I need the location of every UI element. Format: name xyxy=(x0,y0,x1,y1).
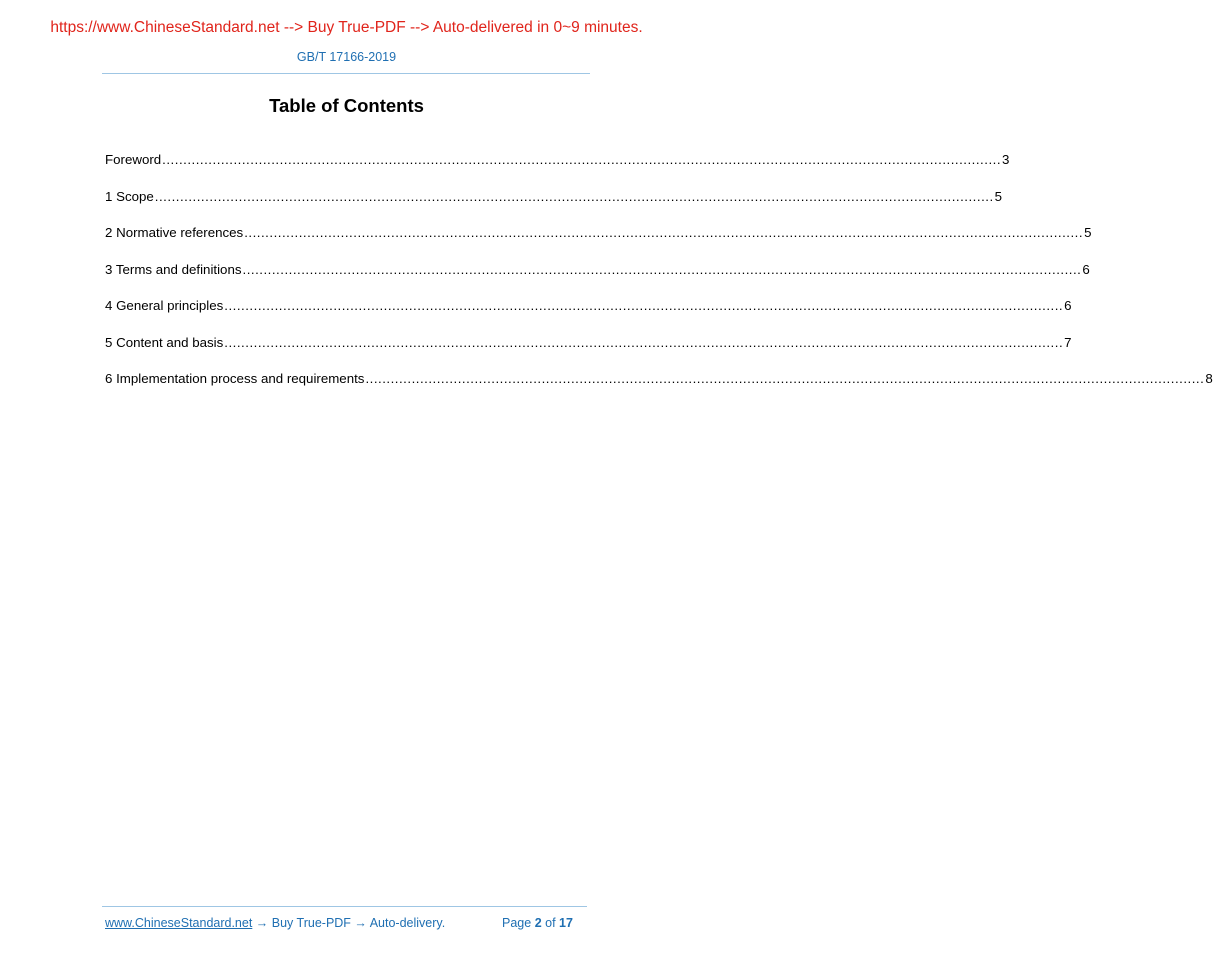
toc-entry-label: 6 Implementation process and requirements xyxy=(105,371,365,386)
page-indicator xyxy=(502,916,573,930)
toc-entry-page: 7 xyxy=(1064,334,1072,350)
toc-entry-page: 5 xyxy=(994,188,1003,204)
current-page-number: 2 xyxy=(534,916,542,930)
toc-dot-leader: ........................................................................................................................................................................................................ xyxy=(224,334,1064,350)
page-word: Page xyxy=(502,916,532,930)
of-word: of xyxy=(545,916,556,930)
toc-dot-leader: ........................................................................................................................................................................................................ xyxy=(365,371,1205,386)
toc-dot-leader: ........................................................................................................................................................................................................ xyxy=(154,188,994,204)
toc-dot-leader: ........................................................................................................................................................................................................ xyxy=(242,261,1082,277)
toc-dot-leader: ........................................................................................................................................................................................................ xyxy=(224,298,1064,313)
toc-dot-leader: ........................................................................................................................................................................................................ xyxy=(244,225,1084,240)
toc-entry-page: 6 xyxy=(1064,298,1072,313)
footer-delivery-text: → Auto-delivery. xyxy=(354,916,446,930)
total-pages-number: 17 xyxy=(559,916,573,930)
toc-entry-label: 4 General principles xyxy=(105,298,224,313)
toc-dot-leader: ........................................................................................................................................................................................................ xyxy=(162,152,1002,167)
toc-entry-scope[interactable] xyxy=(105,188,1003,225)
footer-promo xyxy=(105,916,445,930)
toc-entry-page: 5 xyxy=(1084,225,1092,240)
toc-entry-normative-references[interactable] xyxy=(105,224,1092,261)
header-standard-number: GB/T 17166-2019 xyxy=(296,50,397,64)
toc-entry-terms-and-definitions[interactable] xyxy=(105,261,1090,298)
toc-entry-page: 6 xyxy=(1082,261,1090,277)
toc-title: Table of Contents xyxy=(269,95,424,116)
toc-list xyxy=(105,151,1213,407)
header-divider xyxy=(102,73,590,74)
top-banner[interactable]: https://www.ChineseStandard.net --> Buy True-PDF --> Auto-delivered in 0~9 minutes. xyxy=(50,19,643,36)
toc-entry-label: 5 Content and basis xyxy=(105,334,224,350)
toc-entry-label: Foreword xyxy=(105,152,162,167)
footer-buy-text: → Buy True-PDF xyxy=(252,916,355,930)
toc-entry-label: 3 Terms and definitions xyxy=(105,261,242,277)
toc-entry-label: 1 Scope xyxy=(105,188,154,204)
toc-entry-foreword[interactable] xyxy=(105,151,1010,188)
toc-entry-label: 2 Normative references xyxy=(105,225,244,240)
footer-website-link[interactable]: www.ChineseStandard.net xyxy=(105,916,253,930)
toc-entry-general-principles[interactable] xyxy=(105,297,1072,334)
toc-entry-content-and-basis[interactable] xyxy=(105,334,1072,371)
footer-divider xyxy=(102,906,587,907)
toc-entry-implementation-process[interactable] xyxy=(105,370,1213,407)
toc-entry-page: 8 xyxy=(1205,371,1213,386)
toc-entry-page: 3 xyxy=(1002,152,1010,167)
